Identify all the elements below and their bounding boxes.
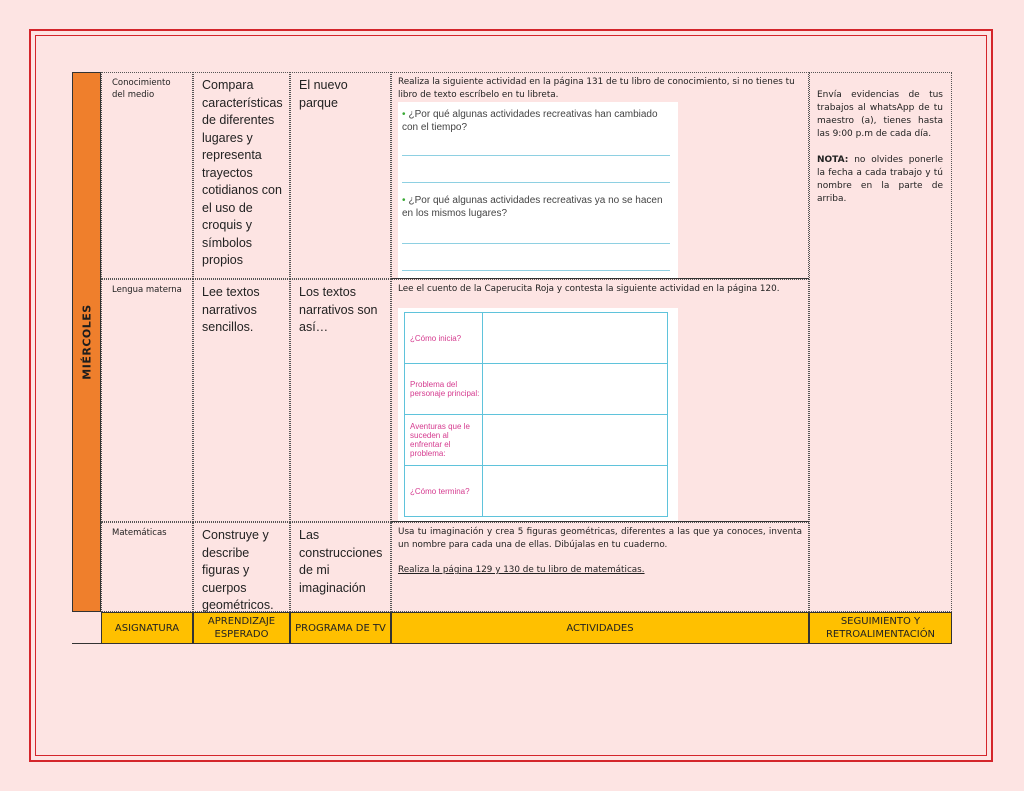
question-1: • ¿Por qué algunas actividades recreativas han cambiado con el tiempo? [402,109,658,133]
nota-block [817,154,943,206]
story-answer-cell [483,466,668,517]
subject-label: Lengua materna [112,285,182,295]
story-label-aventuras: Aventuras que le suceden al enfrentar el problema: [405,415,483,466]
answer-line [402,243,670,244]
answer-line [402,182,670,183]
story-answer-cell [483,313,668,364]
worksheet-image-story-table [398,308,678,521]
answer-line [402,270,670,271]
header-aprendizaje: APRENDIZAJE ESPERADO [193,612,290,644]
question-2: • ¿Por qué algunas actividades recreativas ya no se hacen en los mismos lugares? [402,195,663,219]
aprendizaje-cell-lengua [193,279,290,522]
aprendizaje-text: Compara características de diferentes lugares y representa trayectos cotidianos con el uso de croquis y símbolos propios [202,78,283,267]
programa-text: El nuevo parque [299,78,348,110]
story-label-problema: Problema del personaje principal: [405,364,483,415]
aprendizaje-cell-conocimiento [193,72,290,279]
programa-cell-conocimiento [290,72,391,279]
table-bottom-line [72,643,952,644]
header-seguimiento: SEGUIMIENTO Y RETROALIMENTACIÓN [809,612,952,644]
seguimiento-text: Envía evidencias de tus trabajos al whatsApp de tu maestro (a), tienes hasta las 9:00 p.m de cada día. [817,90,943,139]
actividad-cell-matematicas [391,522,809,612]
subject-label: Conocimiento del medio [112,78,171,100]
aprendizaje-text: Lee textos narrativos sencillos. [202,285,260,334]
header-asignatura: ASIGNATURA [101,612,193,644]
actividad-text: Usa tu imaginación y crea 5 figuras geométricas, diferentes a las que ya conoces, inventa un nombre para cada una de ellas. Dibújalas en tu cuaderno. [398,527,802,550]
header-actividades: ACTIVIDADES [391,612,809,644]
actividad-text-2: Realiza la página 129 y 130 de tu libro de matemáticas. [398,565,645,575]
programa-text: Las construcciones de mi imaginación [299,528,383,595]
story-answer-cell [483,364,668,415]
day-label: MIÉRCOLES [80,304,93,380]
subject-cell-conocimiento [101,72,193,279]
header-programa: PROGRAMA DE TV [290,612,391,644]
actividad-text: Lee el cuento de la Caperucita Roja y contesta la siguiente actividad en la página 120. [398,284,780,294]
worksheet-image-questions [398,102,678,278]
nota-label: NOTA: [817,155,849,165]
subject-cell-lengua [101,279,193,522]
story-label-termina: ¿Cómo termina? [405,466,483,517]
story-label-inicio: ¿Cómo inicia? [405,313,483,364]
actividad-text: Realiza la siguiente actividad en la página 131 de tu libro de conocimiento, si no tienes tu libro de texto escríbelo en tu libreta. [398,77,795,100]
story-table [404,312,668,517]
programa-cell-lengua [290,279,391,522]
aprendizaje-cell-matematicas [193,522,290,612]
aprendizaje-text: Construye y describe figuras y cuerpos geométricos. [202,528,274,612]
row-divider [391,278,809,279]
subject-label: Matemáticas [112,528,167,538]
programa-cell-matematicas [290,522,391,612]
seguimiento-cell [809,72,952,612]
row-divider [391,521,809,522]
story-answer-cell [483,415,668,466]
day-column [72,72,101,612]
subject-cell-matematicas [101,522,193,612]
nota-text: no olvides ponerle la fecha a cada trabajo y tú nombre en la parte de arriba. [817,155,943,204]
programa-text: Los textos narrativos son así… [299,285,378,334]
answer-line [402,155,670,156]
